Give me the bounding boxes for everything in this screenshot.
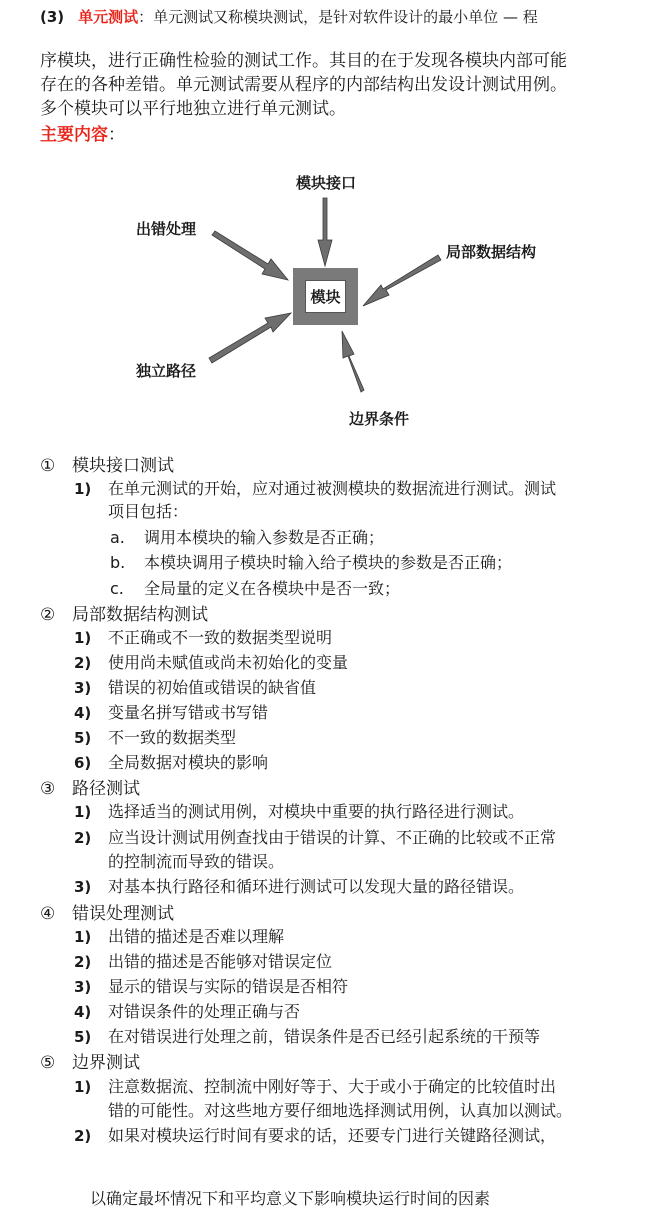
list-item: 4) 变量名拼写错或书写错: [74, 703, 269, 722]
list-item: 1) 出错的描述是否难以理解: [74, 927, 285, 946]
section-5-title: 边界测试: [72, 1053, 140, 1073]
section-4-marker: ④: [40, 904, 56, 924]
list-item-continuation: 项目包括：: [108, 502, 189, 521]
section-5-heading: [40, 1048, 140, 1073]
list-item: 1) 不正确或不一致的数据类型说明: [74, 628, 333, 647]
label-local-data-structure: 局部数据结构: [446, 243, 537, 261]
list-item: 1) 注意数据流、控制流中刚好等于、大于或小于确定的比较值时出: [74, 1077, 557, 1096]
list-subitem: c. 全局量的定义在各模块中是否一致；: [110, 579, 401, 598]
label-independent-path: 独立路径: [136, 362, 197, 380]
main-heading-colon: ：: [108, 125, 125, 145]
list-item: 1) 选择适当的测试用例，对模块中重要的执行路径进行测试。: [74, 802, 525, 821]
section-2-marker: ②: [40, 605, 56, 625]
term-unit-test: 单元测试: [78, 8, 139, 26]
label-boundary-condition: 边界条件: [349, 410, 410, 428]
list-item: 3) 显示的错误与实际的错误是否相符: [74, 977, 349, 996]
list-item: 5) 在对错误进行处理之前，错误条件是否已经引起系统的干预等: [74, 1027, 541, 1046]
arrow-bottom-left: [209, 313, 291, 363]
footer-text: 以确定最坏情况下和平均意义下影响模块运行时间的因素: [90, 1189, 491, 1208]
arrow-top: [318, 198, 332, 266]
list-item-continuation: 错的可能性。对这些地方要仔细地选择测试用例，认真加以测试。: [108, 1101, 573, 1120]
list-subitem: a. 调用本模块的输入参数是否正确；: [110, 528, 385, 547]
list-item: 3) 对基本执行路径和循环进行测试可以发现大量的路径错误。: [74, 877, 525, 896]
module-box-label: 模块: [305, 280, 346, 313]
list-item-continuation: 的控制流而导致的错误。: [108, 852, 285, 871]
section-1-marker: ①: [40, 456, 56, 476]
module-box: [293, 268, 358, 325]
section-3-marker: ③: [40, 779, 56, 799]
section-header: [40, 6, 538, 27]
main-content-heading: [40, 124, 125, 147]
list-subitem: b. 本模块调用子模块时输入给子模块的参数是否正确；: [110, 553, 513, 572]
section-5-marker: ⑤: [40, 1053, 56, 1073]
term-definition: ：单元测试又称模块测试，是针对软件设计的最小单位 — 程: [138, 8, 538, 26]
list-item: 5) 不一致的数据类型: [74, 728, 237, 747]
list-item: 3) 错误的初始值或错误的缺省值: [74, 678, 317, 697]
section-3-heading: [40, 774, 140, 799]
list-item: 4) 对错误条件的处理正确与否: [74, 1002, 301, 1021]
section-1-title: 模块接口测试: [72, 456, 174, 476]
section-2-heading: [40, 600, 208, 625]
section-1-heading: [40, 451, 174, 476]
list-item: 2) 如果对模块运行时间有要求的话，还要专门进行关键路径测试，: [74, 1126, 557, 1145]
section-2-title: 局部数据结构测试: [72, 605, 208, 625]
intro-line-3: 多个模块可以平行地独立进行单元测试。: [40, 99, 346, 119]
arrow-top-left: [212, 231, 288, 280]
section-4-heading: [40, 899, 174, 924]
list-item: 2) 使用尚未赋值或尚未初始化的变量: [74, 653, 349, 672]
list-item: 6) 全局数据对模块的影响: [74, 753, 269, 772]
arrow-right: [363, 255, 441, 306]
section-number: (3): [40, 8, 65, 26]
list-item: 1) 在单元测试的开始，应对通过被测模块的数据流进行测试。测试: [74, 479, 557, 498]
section-3-title: 路径测试: [72, 779, 140, 799]
label-module-interface: 模块接口: [296, 174, 357, 192]
section-4-title: 错误处理测试: [72, 904, 174, 924]
module-diagram: [120, 168, 560, 438]
list-item: 2) 应当设计测试用例查找由于错误的计算、不正确的比较或不正常: [74, 828, 557, 847]
label-error-handling: 出错处理: [136, 220, 197, 238]
arrow-bottom: [342, 331, 364, 392]
list-item: 2) 出错的描述是否能够对错误定位: [74, 952, 333, 971]
intro-line-2: 存在的各种差错。单元测试需要从程序的内部结构出发设计测试用例。: [40, 75, 567, 95]
intro-line-1: 序模块，进行正确性检验的测试工作。其目的在于发现各模块内部可能: [40, 51, 567, 71]
main-heading-label: 主要内容: [40, 125, 108, 145]
